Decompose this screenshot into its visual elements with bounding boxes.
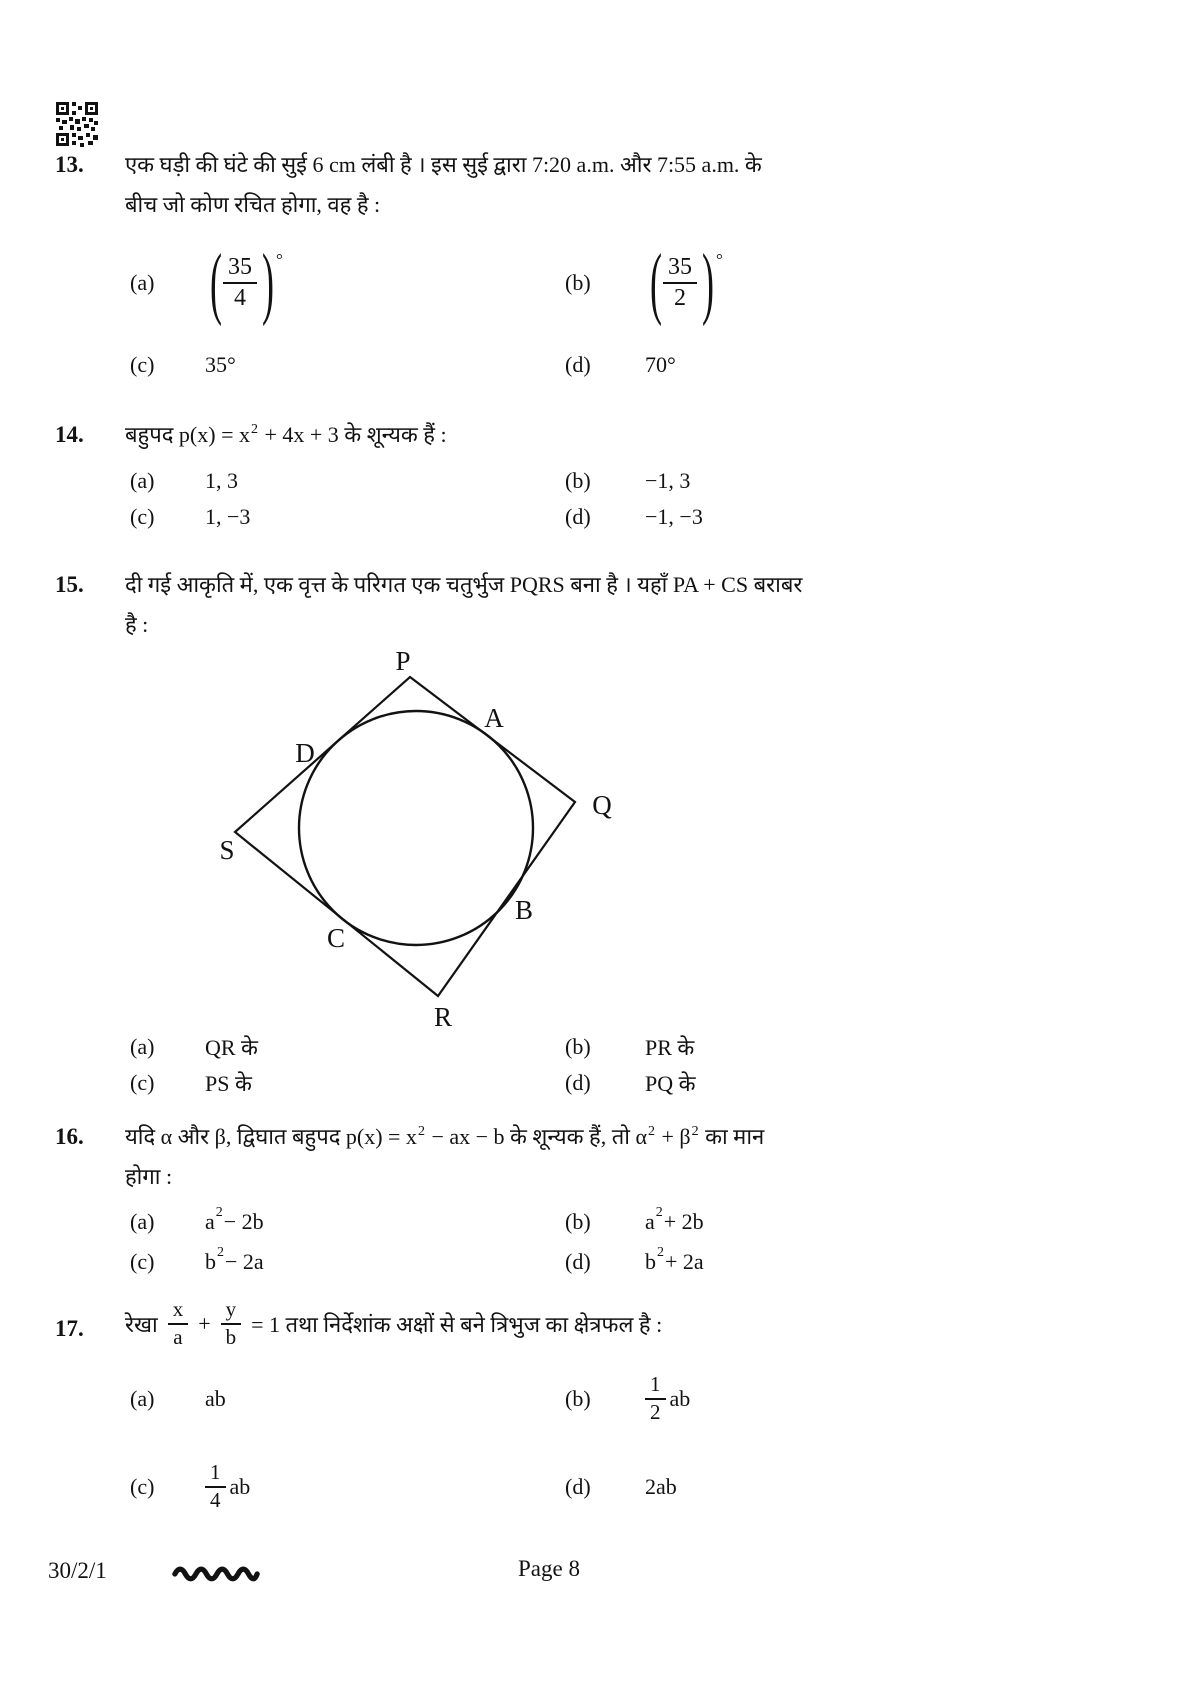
fraction-denominator: b — [225, 1325, 237, 1349]
figure-label-a: A — [484, 703, 504, 733]
quadrilateral-pqrs — [235, 677, 575, 996]
option-15d-value: PQ के — [645, 1071, 696, 1096]
figure-label-s: S — [219, 835, 235, 865]
question-15-options-row2 — [0, 1066, 1190, 1100]
option-16a-label: (a) — [130, 1209, 155, 1234]
option-15a-value: QR के — [205, 1035, 258, 1060]
question-14-options-row2 — [0, 500, 1190, 534]
squiggle-mark — [172, 1562, 260, 1584]
question-17-options-row1 — [0, 1366, 1190, 1432]
superscript: 2 — [657, 1245, 664, 1260]
superscript: 2 — [691, 1124, 699, 1139]
question-15-figure — [150, 635, 640, 1040]
option-15a-label: (a) — [130, 1034, 155, 1059]
question-16-options-row2 — [0, 1244, 1190, 1280]
math-suffix: ab — [669, 1386, 691, 1411]
superscript: 2 — [417, 1124, 425, 1139]
option-14c-value: 1, −3 — [205, 504, 251, 529]
figure-label-r: R — [433, 1002, 453, 1032]
fraction-denominator: 2 — [650, 1400, 661, 1424]
question-13-options-row2 — [0, 348, 1190, 382]
question-16-text-line1 — [125, 1122, 1025, 1156]
option-14b-value: −1, 3 — [645, 468, 691, 493]
text-segment: + β — [655, 1124, 691, 1149]
degree-symbol: ° — [716, 250, 723, 269]
fraction-numerator: y — [221, 1298, 242, 1325]
question-17-options-row2 — [0, 1452, 1190, 1522]
option-14d-value: −1, −3 — [645, 504, 703, 529]
inscribed-circle — [299, 711, 533, 945]
fraction-x-a — [168, 1298, 189, 1349]
figure-label-d: D — [295, 738, 315, 768]
superscript: 2 — [647, 1124, 655, 1139]
superscript: 2 — [217, 1245, 224, 1260]
fraction-denominator: 2 — [674, 285, 686, 311]
math-base: a — [645, 1209, 655, 1234]
option-14b-label: (b) — [565, 468, 591, 493]
option-16a-value — [205, 1204, 264, 1240]
option-17b-label: (b) — [565, 1386, 591, 1411]
text-segment: − ax − b के शून्यक हैं, तो α — [425, 1124, 647, 1149]
fraction-numerator: 1 — [645, 1373, 666, 1400]
option-15c-value: PS के — [205, 1071, 252, 1096]
option-13a-label: (a) — [130, 270, 155, 295]
option-13c-value: 35° — [205, 352, 236, 377]
math-base: a — [205, 1209, 215, 1234]
fraction-quarter — [205, 1461, 226, 1512]
question-14-options-row1 — [0, 464, 1190, 498]
question-17-number: 17. — [55, 1316, 84, 1341]
question-13-text-line2: बीच जो कोण रचित होगा, वह है : — [125, 192, 381, 217]
figure-label-c: C — [326, 923, 346, 953]
fraction-numerator: 1 — [205, 1461, 226, 1488]
option-17a-value: ab — [205, 1386, 226, 1411]
page-number: Page 8 — [518, 1556, 580, 1581]
option-17d-label: (d) — [565, 1474, 591, 1499]
option-15c-label: (c) — [130, 1070, 155, 1095]
fraction-y-b — [221, 1298, 242, 1349]
question-15-options-row1 — [0, 1030, 1190, 1064]
option-13d-label: (d) — [565, 352, 591, 377]
math-base: b — [645, 1249, 656, 1274]
left-paren: ( — [209, 239, 222, 327]
fraction-denominator: 4 — [234, 285, 246, 311]
option-13d-value: 70° — [645, 352, 676, 377]
degree-symbol: ° — [276, 250, 283, 269]
math-suffix: ab — [229, 1474, 251, 1499]
option-17c-value — [205, 1452, 250, 1522]
question-15-number: 15. — [55, 572, 84, 597]
question-13-text-line1: एक घड़ी की घंटे की सुई 6 cm लंबी है । इस सुई द्वारा 7:20 a.m. और 7:55 a.m. के — [125, 152, 762, 177]
option-16b-value — [645, 1204, 704, 1240]
question-17-text — [125, 1292, 662, 1356]
plus-sign: + — [198, 1311, 211, 1336]
fraction-numerator: 35 — [663, 254, 697, 284]
text-segment: बहुपद p(x) = x — [125, 422, 250, 447]
text-segment: + 4x + 3 के शून्यक हैं : — [258, 422, 447, 447]
option-17c-label: (c) — [130, 1474, 155, 1499]
figure-label-b: B — [514, 895, 534, 925]
text-segment: = 1 तथा निर्देशांक अक्षों से बने त्रिभुज का क्षेत्रफल है : — [251, 1312, 663, 1337]
option-15b-value: PR के — [645, 1035, 695, 1060]
option-13a-value — [205, 240, 283, 326]
question-13-number: 13. — [55, 152, 84, 177]
math-rest: + 2b — [663, 1209, 704, 1234]
option-15b-label: (b) — [565, 1034, 591, 1059]
question-14-number: 14. — [55, 422, 84, 447]
superscript: 2 — [250, 422, 258, 437]
qr-code — [56, 100, 98, 148]
option-14a-label: (a) — [130, 468, 155, 493]
fraction-half — [645, 1373, 666, 1424]
fraction-numerator: 35 — [223, 254, 257, 284]
option-13b-label: (b) — [565, 270, 591, 295]
question-15-text-line1: दी गई आकृति में, एक वृत्त के परिगत एक चतुर्भुज PQRS बना है । यहाँ PA + CS बराबर — [125, 572, 803, 597]
text-segment: का मान — [699, 1124, 765, 1149]
option-14c-label: (c) — [130, 504, 155, 529]
question-13-options-row1 — [0, 240, 1190, 326]
question-16-options-row1 — [0, 1204, 1190, 1240]
fraction-numerator: x — [168, 1298, 189, 1325]
math-rest: − 2b — [223, 1209, 264, 1234]
right-paren: ) — [261, 239, 274, 327]
option-16c-value — [205, 1244, 264, 1280]
text-segment: यदि α और β, द्विघात बहुपद p(x) = x — [125, 1124, 417, 1149]
fraction-denominator: 4 — [210, 1488, 221, 1512]
math-rest: + 2a — [665, 1249, 704, 1274]
option-13b-value — [645, 240, 723, 326]
question-15-text-line2: है : — [125, 612, 149, 637]
math-base: b — [205, 1249, 216, 1274]
option-17a-label: (a) — [130, 1386, 155, 1411]
text-segment: रेखा — [125, 1312, 158, 1337]
option-13c-label: (c) — [130, 352, 155, 377]
question-16-number: 16. — [55, 1124, 84, 1149]
superscript: 2 — [655, 1205, 663, 1220]
option-16b-label: (b) — [565, 1209, 591, 1234]
option-14a-value: 1, 3 — [205, 468, 238, 493]
figure-label-p: P — [395, 646, 411, 676]
option-16d-value — [645, 1244, 704, 1280]
question-16-text-line2: होगा : — [125, 1164, 173, 1189]
left-paren: ( — [649, 239, 662, 327]
option-15d-label: (d) — [565, 1070, 591, 1095]
option-14d-label: (d) — [565, 504, 591, 529]
option-16c-label: (c) — [130, 1249, 155, 1274]
fraction-denominator: a — [173, 1325, 183, 1349]
paper-code: 30/2/1 — [48, 1558, 107, 1583]
superscript: 2 — [215, 1205, 223, 1220]
figure-label-q: Q — [592, 790, 612, 820]
option-17b-value — [645, 1366, 690, 1432]
math-rest: − 2a — [225, 1249, 264, 1274]
option-17d-value: 2ab — [645, 1474, 677, 1499]
option-16d-label: (d) — [565, 1249, 591, 1274]
question-14-text — [125, 420, 1025, 454]
right-paren: ) — [701, 239, 714, 327]
